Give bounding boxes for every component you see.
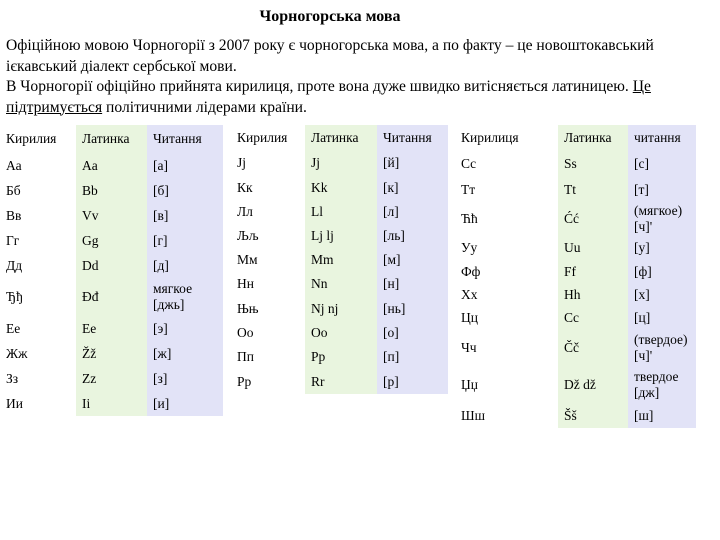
table-header-row — [231, 125, 448, 151]
reading-cell: [б] — [147, 178, 223, 203]
reading-cell: [у] — [628, 236, 696, 260]
table-row — [0, 228, 223, 253]
header-latin: Латинка — [76, 125, 147, 153]
table-header-row — [0, 125, 223, 153]
alphabet-table-2 — [231, 125, 448, 394]
reading-cell: [з] — [147, 366, 223, 391]
table-row — [231, 248, 448, 272]
table-row — [231, 296, 448, 321]
latin-cell: Ii — [76, 391, 147, 416]
cyrillic-cell: Ии — [0, 391, 76, 416]
table-row — [455, 260, 696, 283]
table-row — [455, 366, 696, 403]
reading-cell: [д] — [147, 253, 223, 278]
cyrillic-cell: Мм — [231, 248, 305, 272]
latin-cell: Jj — [305, 151, 377, 175]
latin-cell: Ff — [558, 260, 628, 283]
intro-text-part: В Чорногорії офіційно прийнята кирилиця, проте вона дуже швидко витісняється латиницею. — [6, 78, 633, 95]
header-cyrillic: Кирилия — [231, 125, 305, 151]
cyrillic-cell: Зз — [0, 366, 76, 391]
page-title: Чорногорська мова — [259, 8, 401, 25]
cyrillic-cell: Јј — [231, 151, 305, 175]
cyrillic-cell: Њњ — [231, 296, 305, 321]
cyrillic-cell: Шш — [455, 403, 558, 428]
reading-cell: [ж] — [147, 341, 223, 366]
latin-cell: Oo — [305, 321, 377, 345]
latin-cell: Mm — [305, 248, 377, 272]
cyrillic-cell: Бб — [0, 178, 76, 203]
latin-cell: Ll — [305, 200, 377, 224]
cyrillic-cell: Вв — [0, 203, 76, 228]
cyrillic-cell: Сс — [455, 151, 558, 177]
intro-paragraph-2 — [6, 77, 706, 118]
table-row — [455, 236, 696, 260]
table-row — [455, 329, 696, 366]
header-latin: Латинка — [305, 125, 377, 151]
reading-cell: [а] — [147, 153, 223, 178]
latin-cell: Gg — [76, 228, 147, 253]
latin-cell: Đđ — [76, 278, 147, 316]
table-row — [0, 366, 223, 391]
cyrillic-cell: Жж — [0, 341, 76, 366]
latin-cell: Dž dž — [558, 366, 628, 403]
table-row — [231, 224, 448, 248]
table-header-row — [455, 125, 696, 151]
reading-cell: [ф] — [628, 260, 696, 283]
cyrillic-cell: Џџ — [455, 366, 558, 403]
cyrillic-cell: Пп — [231, 345, 305, 369]
table-row — [0, 153, 223, 178]
reading-cell: твердое [дж] — [628, 366, 696, 403]
reading-cell: [х] — [628, 283, 696, 306]
latin-cell: Pp — [305, 345, 377, 369]
header-reading: читання — [628, 125, 696, 151]
cyrillic-cell: Чч — [455, 329, 558, 366]
table-row — [231, 321, 448, 345]
table-row — [0, 203, 223, 228]
table-row — [455, 283, 696, 306]
header-reading: Читання — [147, 125, 223, 153]
cyrillic-cell: Ђђ — [0, 278, 76, 316]
reading-cell: [ц] — [628, 306, 696, 329]
table-row — [0, 316, 223, 341]
alphabet-table-3 — [455, 125, 696, 428]
table-row — [0, 341, 223, 366]
reading-cell: [т] — [628, 177, 696, 202]
latin-cell: Ss — [558, 151, 628, 177]
cyrillic-cell: Тт — [455, 177, 558, 202]
intro-text — [6, 36, 706, 118]
table-row — [231, 151, 448, 175]
latin-cell: Cc — [558, 306, 628, 329]
reading-cell: [н] — [377, 272, 448, 296]
latin-cell: Čč — [558, 329, 628, 366]
table-row — [231, 345, 448, 369]
latin-cell: Hh — [558, 283, 628, 306]
cyrillic-cell: Дд — [0, 253, 76, 278]
reading-cell: [в] — [147, 203, 223, 228]
reading-cell: [п] — [377, 345, 448, 369]
cyrillic-cell: Аа — [0, 153, 76, 178]
reading-cell: [р] — [377, 369, 448, 394]
table-row — [455, 306, 696, 329]
reading-cell: [л] — [377, 200, 448, 224]
latin-cell: Bb — [76, 178, 147, 203]
table-row — [0, 178, 223, 203]
reading-cell: [э] — [147, 316, 223, 341]
reading-cell: [и] — [147, 391, 223, 416]
reading-cell: [с] — [628, 151, 696, 177]
table-row — [455, 202, 696, 236]
reading-cell: [г] — [147, 228, 223, 253]
header-reading: Читання — [377, 125, 448, 151]
cyrillic-cell: Цц — [455, 306, 558, 329]
header-latin: Латинка — [558, 125, 628, 151]
table-row — [0, 253, 223, 278]
header-cyrillic: Кирилиця — [455, 125, 558, 151]
table-row — [231, 200, 448, 224]
latin-cell: Šš — [558, 403, 628, 428]
reading-cell: [о] — [377, 321, 448, 345]
cyrillic-cell: Уу — [455, 236, 558, 260]
cyrillic-cell: Гг — [0, 228, 76, 253]
cyrillic-cell: Кк — [231, 175, 305, 200]
latin-cell: Nn — [305, 272, 377, 296]
latin-cell: Lj lj — [305, 224, 377, 248]
latin-cell: Zz — [76, 366, 147, 391]
latin-cell: Nj nj — [305, 296, 377, 321]
table-row — [231, 369, 448, 394]
intro-text-part: політичними лідерами країни. — [102, 98, 307, 116]
cyrillic-cell: Љљ — [231, 224, 305, 248]
header-cyrillic: Кирилия — [0, 125, 76, 153]
latin-cell: Aa — [76, 153, 147, 178]
cyrillic-cell: Ћћ — [455, 202, 558, 236]
table-row — [455, 403, 696, 428]
reading-cell: мягкое [джь] — [147, 278, 223, 316]
cyrillic-cell: Ее — [0, 316, 76, 341]
reading-cell: [ль] — [377, 224, 448, 248]
reading-cell: (мягкое) [ч]' — [628, 202, 696, 236]
intro-paragraph-1: Офіційною мовою Чорногорії з 2007 року є чорногорська мова, а по факту – це новоштокавський ієкавський діалект сербської мови. — [6, 37, 654, 75]
intro-underlined-text: Це підтримується — [6, 78, 651, 116]
latin-cell: Vv — [76, 203, 147, 228]
table-row — [455, 151, 696, 177]
latin-cell: Uu — [558, 236, 628, 260]
cyrillic-cell: Хх — [455, 283, 558, 306]
cyrillic-cell: Оо — [231, 321, 305, 345]
latin-cell: Tt — [558, 177, 628, 202]
reading-cell: [м] — [377, 248, 448, 272]
table-row — [0, 391, 223, 416]
latin-cell: Rr — [305, 369, 377, 394]
reading-cell: (твердое) [ч]' — [628, 329, 696, 366]
table-row — [231, 175, 448, 200]
table-row — [0, 278, 223, 316]
latin-cell: Ee — [76, 316, 147, 341]
reading-cell: [к] — [377, 175, 448, 200]
reading-cell: [ш] — [628, 403, 696, 428]
cyrillic-cell: Лл — [231, 200, 305, 224]
cyrillic-cell: Рр — [231, 369, 305, 394]
latin-cell: Žž — [76, 341, 147, 366]
latin-cell: Kk — [305, 175, 377, 200]
latin-cell: Dd — [76, 253, 147, 278]
latin-cell: Ćć — [558, 202, 628, 236]
cyrillic-cell: Нн — [231, 272, 305, 296]
table-row — [231, 272, 448, 296]
table-row — [455, 177, 696, 202]
cyrillic-cell: Фф — [455, 260, 558, 283]
alphabet-table-1 — [0, 125, 223, 416]
reading-cell: [нь] — [377, 296, 448, 321]
reading-cell: [й] — [377, 151, 448, 175]
